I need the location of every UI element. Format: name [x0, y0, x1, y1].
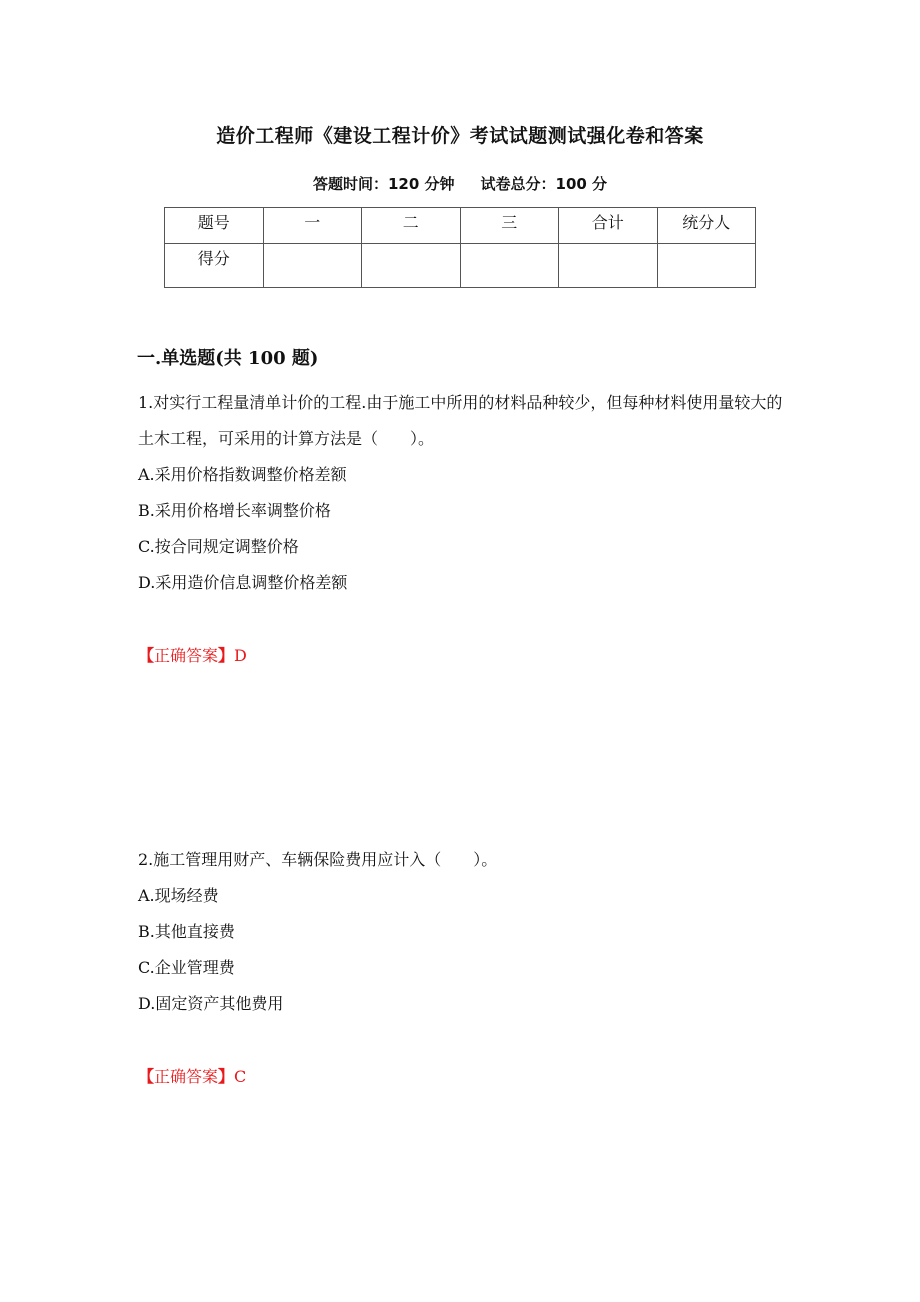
- score-table-cell: 一: [263, 208, 362, 244]
- answer-value: C: [234, 1067, 247, 1086]
- exam-total-score: 试卷总分：100 分: [480, 175, 608, 193]
- score-table-cell: 得分: [165, 244, 264, 288]
- score-table-cell: 题号: [165, 208, 264, 244]
- answer-1: [138, 643, 247, 669]
- score-table-cell: 三: [460, 208, 559, 244]
- option-c: C.按合同规定调整价格: [138, 537, 299, 556]
- option-d: D.采用造价信息调整价格差额: [138, 573, 348, 592]
- answer-value: D: [234, 646, 247, 665]
- page-title: 造价工程师《建设工程计价》考试试题测试强化卷和答案: [216, 125, 704, 147]
- question-stem: 2.施工管理用财产、车辆保险费用应计入（ ）。: [138, 850, 498, 869]
- answer-open-bracket: 【: [138, 1067, 155, 1086]
- score-table-cell: [657, 244, 756, 288]
- option-a: A.采用价格指数调整价格差额: [138, 465, 347, 484]
- option-b: B.采用价格增长率调整价格: [138, 501, 331, 520]
- question-2: [138, 842, 788, 1022]
- exam-time: 答题时间：120 分钟: [312, 175, 455, 193]
- score-table-cell: 二: [362, 208, 461, 244]
- option-a: A.现场经费: [138, 886, 219, 905]
- score-table: [164, 207, 756, 288]
- score-table-cell: [362, 244, 461, 288]
- score-table-cell: [559, 244, 658, 288]
- answer-close-bracket: 】: [218, 1067, 235, 1086]
- answer-close-bracket: 】: [218, 646, 235, 665]
- question-stem: 1.对实行工程量清单计价的工程.由于施工中所用的材料品种较少，但每种材料使用量较大的土木工程，可采用的计算方法是（ ）。: [138, 393, 783, 448]
- exam-meta: [0, 172, 920, 196]
- option-b: B.其他直接费: [138, 922, 235, 941]
- answer-label: 正确答案: [154, 646, 219, 665]
- score-table-header-row: [165, 208, 756, 244]
- question-1: [138, 385, 788, 601]
- score-table-cell: 合计: [559, 208, 658, 244]
- section-heading: 一.单选题(共 100 题): [137, 348, 319, 369]
- score-table-cell: [460, 244, 559, 288]
- score-table-score-row: [165, 244, 756, 288]
- option-d: D.固定资产其他费用: [138, 994, 284, 1013]
- answer-open-bracket: 【: [138, 646, 155, 665]
- answer-label: 正确答案: [154, 1067, 219, 1086]
- score-table-cell: 统分人: [657, 208, 756, 244]
- option-c: C.企业管理费: [138, 958, 235, 977]
- score-table-cell: [263, 244, 362, 288]
- answer-2: [138, 1064, 246, 1090]
